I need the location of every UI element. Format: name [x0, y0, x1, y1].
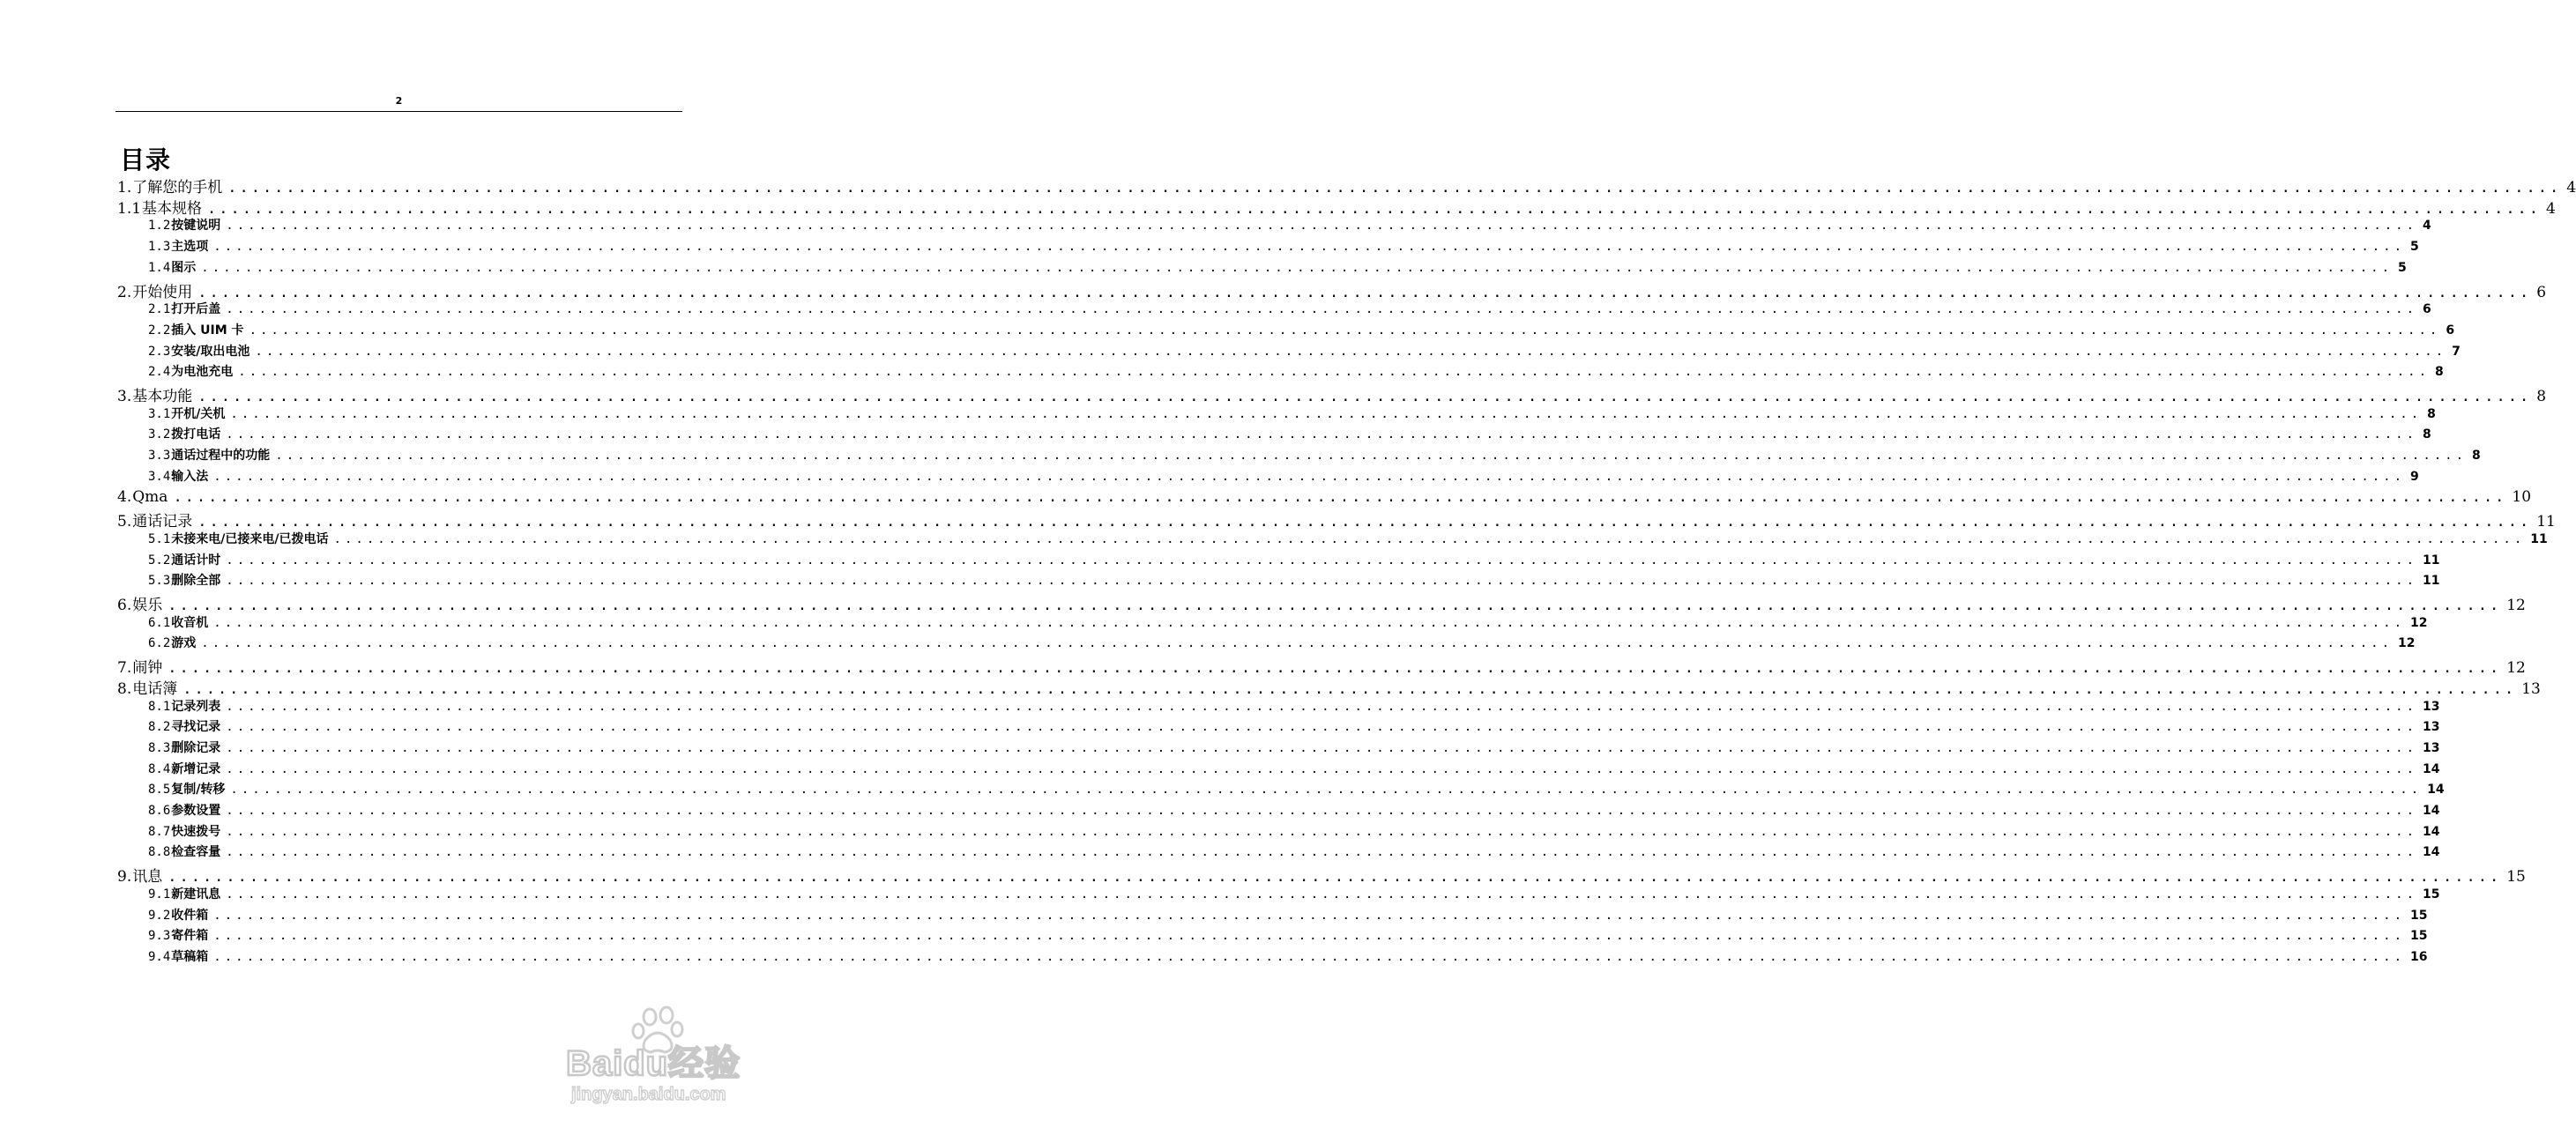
toc-entry-number: 5.3 — [148, 574, 171, 589]
toc-section[interactable] — [148, 404, 2436, 424]
toc-chapter[interactable] — [117, 864, 2526, 887]
toc-entry-number: 2.4 — [148, 365, 171, 380]
toc-entry-number: 8.8 — [148, 845, 171, 860]
toc-dot-leader: ........................................................................................................................................................................................................ — [213, 240, 2406, 255]
toc-section[interactable] — [148, 551, 2440, 570]
toc-dot-leader: ........................................................................................................................................................................................................ — [168, 659, 2502, 678]
page-number: 2 — [395, 95, 403, 107]
toc-entry-title: Qma — [132, 487, 168, 506]
toc-entry-title: 娱乐 — [132, 597, 163, 614]
toc-section[interactable] — [148, 760, 2440, 779]
toc-entry-title: 安装/取出电池 — [171, 344, 250, 359]
toc-dot-leader: ........................................................................................................................................................................................................ — [213, 908, 2406, 923]
toc-chapter[interactable] — [117, 592, 2526, 614]
toc-entry-title: 草稿箱 — [171, 949, 209, 964]
toc-title: 目录 — [120, 145, 172, 174]
toc-entry-title: 打开后盖 — [171, 302, 221, 317]
toc-entry-page: 14 — [2423, 845, 2440, 860]
toc-entry-number: 7. — [117, 659, 132, 678]
toc-section[interactable] — [148, 237, 2419, 256]
toc-entry-page: 4 — [2423, 219, 2431, 234]
toc-entry-title: 删除记录 — [171, 740, 221, 755]
toc-entry-number: 5.1 — [148, 531, 171, 546]
toc-entry-title: 检查容量 — [171, 845, 221, 860]
toc-chapter[interactable] — [117, 196, 2556, 218]
toc-entry-title: 寻找记录 — [171, 720, 221, 735]
toc-entry-title: 未接来电/已接来电/已拨电话 — [171, 531, 329, 546]
toc-entry-title: 寄件箱 — [171, 929, 209, 944]
toc-section[interactable] — [148, 947, 2428, 967]
header-rule — [115, 111, 682, 112]
toc-entry-title: 电话簿 — [132, 679, 178, 698]
toc-entry-title: 通话过程中的功能 — [171, 449, 271, 464]
toc-dot-leader: ........................................................................................................................................................................................................ — [238, 365, 2431, 380]
toc-entry-page: 8 — [2536, 388, 2547, 405]
toc-entry-number: 8.2 — [148, 720, 171, 735]
toc-section[interactable] — [148, 634, 2416, 653]
toc-entry-number: 9.4 — [148, 949, 171, 964]
toc-entry-number: 8.4 — [148, 761, 171, 776]
toc-entry-title: 删除全部 — [171, 574, 221, 589]
toc-chapter[interactable] — [117, 383, 2547, 405]
toc-entry-page: 9 — [2410, 469, 2419, 484]
toc-entry-page: 15 — [2423, 887, 2440, 902]
toc-entry-title: 闹钟 — [132, 659, 163, 678]
toc-entry-title: 拨打电话 — [171, 427, 221, 442]
toc-entry-page: 6 — [2446, 323, 2455, 338]
toc-entry-number: 2.1 — [148, 302, 171, 317]
toc-section[interactable] — [148, 842, 2440, 862]
baidu-jingyan-watermark — [564, 1005, 754, 1110]
toc-dot-leader: ........................................................................................................................................................................................................ — [226, 574, 2418, 589]
toc-entry-title: 开始使用 — [132, 283, 193, 301]
toc-dot-leader: ........................................................................................................................................................................................................ — [226, 427, 2418, 442]
toc-dot-leader: ........................................................................................................................................................................................................ — [226, 553, 2418, 568]
toc-entry-number: 3.3 — [148, 449, 171, 464]
toc-entry-number: 2. — [117, 283, 132, 301]
toc-section[interactable] — [148, 216, 2431, 235]
toc-entry-number: 8. — [117, 679, 132, 698]
toc-entry-title: 讯息 — [132, 868, 163, 887]
toc-entry-title: 快速拨号 — [171, 824, 221, 839]
toc-dot-leader: ........................................................................................................................................................................................................ — [227, 179, 2562, 197]
toc-entry-title: 为电池充电 — [171, 365, 234, 380]
toc-dot-leader: ........................................................................................................................................................................................................ — [168, 868, 2502, 887]
toc-section[interactable] — [148, 717, 2440, 737]
toc-entry-page: 13 — [2423, 699, 2440, 714]
toc-entry-number: 5.2 — [148, 553, 171, 568]
toc-entry-title: 按键说明 — [171, 219, 221, 234]
toc-dot-leader: ........................................................................................................................................................................................................ — [226, 699, 2418, 714]
toc-dot-leader: ........................................................................................................................................................................................................ — [201, 636, 2394, 651]
toc-entry-page: 15 — [2410, 929, 2428, 944]
toc-entry-title: 输入法 — [171, 469, 209, 484]
watermark-brand: Baidu经验 — [566, 1044, 741, 1083]
toc-dot-leader: ........................................................................................................................................................................................................ — [201, 260, 2394, 275]
toc-entry-title: 图示 — [171, 260, 197, 275]
toc-entry-page: 11 — [2530, 531, 2548, 546]
toc-entry-page: 6 — [2423, 302, 2431, 317]
toc-dot-leader: ........................................................................................................................................................................................................ — [213, 949, 2406, 964]
toc-entry-number: 3.1 — [148, 406, 171, 421]
toc-chapter[interactable] — [117, 174, 2576, 197]
toc-entry-page: 12 — [2410, 615, 2428, 630]
toc-dot-leader: ........................................................................................................................................................................................................ — [255, 344, 2447, 359]
toc-entry-page: 14 — [2427, 783, 2445, 798]
toc-entry-page: 11 — [2536, 513, 2556, 531]
toc-chapter[interactable] — [117, 655, 2526, 678]
toc-entry-page: 11 — [2423, 574, 2440, 589]
toc-dot-leader: ........................................................................................................................................................................................................ — [226, 824, 2418, 839]
toc-entry-page: 11 — [2423, 553, 2440, 568]
toc-section[interactable] — [148, 342, 2461, 361]
toc-entry-number: 3. — [117, 388, 132, 405]
toc-entry-number: 1.1 — [117, 199, 142, 218]
toc-dot-leader: ........................................................................................................................................................................................................ — [249, 323, 2441, 338]
toc-entry-number: 6.2 — [148, 636, 171, 651]
toc-dot-leader: ........................................................................................................................................................................................................ — [168, 597, 2502, 614]
toc-section[interactable] — [148, 801, 2440, 820]
toc-entry-number: 9. — [117, 868, 132, 887]
toc-dot-leader: ........................................................................................................................................................................................................ — [226, 302, 2418, 317]
toc-entry-number: 2.2 — [148, 323, 171, 338]
toc-dot-leader: ........................................................................................................................................................................................................ — [197, 283, 2532, 301]
toc-section[interactable] — [148, 738, 2440, 758]
toc-entry-number: 1.3 — [148, 240, 171, 255]
toc-dot-leader: ........................................................................................................................................................................................................ — [230, 783, 2423, 798]
toc-section[interactable] — [148, 321, 2455, 340]
toc-section[interactable] — [148, 571, 2440, 590]
toc-dot-leader: ........................................................................................................................................................................................................ — [226, 761, 2418, 776]
toc-section[interactable] — [148, 425, 2431, 444]
toc-section[interactable] — [148, 467, 2419, 486]
toc-section[interactable] — [148, 822, 2440, 842]
toc-entry-title: 开机/关机 — [171, 406, 226, 421]
toc-chapter[interactable] — [117, 487, 2532, 509]
toc-section[interactable] — [148, 780, 2445, 799]
toc-section[interactable] — [148, 885, 2440, 904]
toc-entry-title: 游戏 — [171, 636, 197, 651]
toc-entry-number: 8.6 — [148, 804, 171, 818]
toc-entry-page: 14 — [2423, 824, 2440, 839]
toc-entry-page: 7 — [2452, 344, 2461, 359]
toc-dot-leader: ........................................................................................................................................................................................................ — [230, 406, 2423, 421]
toc-section[interactable] — [148, 926, 2428, 946]
toc-dot-leader: ........................................................................................................................................................................................................ — [213, 469, 2406, 484]
toc-entry-number: 9.2 — [148, 908, 171, 923]
toc-entry-title: 了解您的手机 — [132, 179, 223, 197]
toc-entry-number: 3.4 — [148, 469, 171, 484]
toc-entry-number: 4. — [117, 487, 132, 506]
toc-entry-number: 6. — [117, 597, 132, 614]
toc-section[interactable] — [148, 258, 2407, 278]
toc-entry-page: 14 — [2423, 761, 2440, 776]
toc-entry-page: 6 — [2536, 283, 2547, 301]
toc-entry-title: 主选项 — [171, 240, 209, 255]
toc-entry-number: 1.4 — [148, 260, 171, 275]
toc-entry-number: 1. — [117, 179, 132, 197]
toc-entry-page: 13 — [2521, 679, 2541, 698]
toc-entry-page: 12 — [2506, 597, 2526, 614]
toc-section[interactable] — [148, 530, 2548, 549]
toc-entry-title: 通话记录 — [132, 513, 193, 531]
toc-entry-number: 1.2 — [148, 219, 171, 234]
toc-entry-page: 8 — [2472, 449, 2481, 464]
toc-entry-title: 复制/转移 — [171, 783, 226, 798]
toc-entry-number: 6.1 — [148, 615, 171, 630]
toc-entry-page: 16 — [2410, 949, 2428, 964]
toc-entry-page: 8 — [2423, 427, 2431, 442]
toc-entry-number: 9.1 — [148, 887, 171, 902]
toc-section[interactable] — [148, 446, 2481, 465]
toc-section[interactable] — [148, 362, 2444, 382]
toc-dot-leader: ........................................................................................................................................................................................................ — [226, 740, 2418, 755]
toc-entry-page: 8 — [2427, 406, 2436, 421]
toc-entry-number: 8.7 — [148, 824, 171, 839]
toc-entry-page: 5 — [2398, 260, 2407, 275]
toc-dot-leader: ........................................................................................................................................................................................................ — [197, 513, 2532, 531]
toc-entry-title: 新建讯息 — [171, 887, 221, 902]
toc-entry-title: 收件箱 — [171, 908, 209, 923]
toc-dot-leader: ........................................................................................................................................................................................................ — [226, 845, 2418, 860]
toc-section[interactable] — [148, 697, 2440, 716]
toc-entry-number: 3.2 — [148, 427, 171, 442]
toc-entry-number: 8.1 — [148, 699, 171, 714]
toc-entry-page: 15 — [2506, 868, 2526, 887]
toc-entry-title: 新增记录 — [171, 761, 221, 776]
toc-dot-leader: ........................................................................................................................................................................................................ — [207, 199, 2542, 218]
toc-entry-number: 2.3 — [148, 344, 171, 359]
toc-entry-title: 参数设置 — [171, 804, 221, 818]
toc-entry-number: 5. — [117, 513, 132, 531]
toc-chapter[interactable] — [117, 508, 2556, 531]
toc-dot-leader: ........................................................................................................................................................................................................ — [213, 615, 2406, 630]
toc-section[interactable] — [148, 906, 2428, 925]
toc-dot-leader: ........................................................................................................................................................................................................ — [213, 929, 2406, 944]
toc-dot-leader: ........................................................................................................................................................................................................ — [333, 531, 2526, 546]
toc-section[interactable] — [148, 613, 2428, 633]
toc-chapter[interactable] — [117, 279, 2547, 301]
toc-dot-leader: ........................................................................................................................................................................................................ — [226, 804, 2418, 818]
toc-entry-title: 通话计时 — [171, 553, 221, 568]
toc-entry-number: 8.3 — [148, 740, 171, 755]
toc-entry-title: 收音机 — [171, 615, 209, 630]
toc-chapter[interactable] — [117, 676, 2541, 698]
toc-entry-page: 12 — [2506, 659, 2526, 678]
toc-entry-page: 15 — [2410, 908, 2428, 923]
toc-dot-leader: ........................................................................................................................................................................................................ — [226, 219, 2418, 234]
toc-entry-page: 12 — [2398, 636, 2416, 651]
toc-dot-leader: ........................................................................................................................................................................................................ — [182, 679, 2517, 698]
toc-entry-page: 14 — [2423, 804, 2440, 818]
toc-entry-title: 插入 UIM 卡 — [171, 323, 244, 338]
toc-entry-title: 基本功能 — [132, 388, 193, 405]
toc-entry-page: 10 — [2512, 487, 2532, 506]
toc-entry-number: 8.5 — [148, 783, 171, 798]
toc-entry-page: 13 — [2423, 720, 2440, 735]
toc-entry-page: 5 — [2410, 240, 2419, 255]
toc-dot-leader: ........................................................................................................................................................................................................ — [226, 887, 2418, 902]
toc-dot-leader: ........................................................................................................................................................................................................ — [275, 449, 2468, 464]
toc-entry-title: 记录列表 — [171, 699, 221, 714]
watermark-url: jingyan.baidu.com — [571, 1085, 726, 1104]
toc-entry-title: 基本规格 — [142, 199, 203, 218]
toc-dot-leader: ........................................................................................................................................................................................................ — [173, 487, 2507, 506]
toc-entry-number: 9.3 — [148, 929, 171, 944]
toc-section[interactable] — [148, 300, 2431, 319]
toc-entry-page: 4 — [2566, 179, 2576, 197]
toc-entry-page: 4 — [2546, 199, 2556, 218]
toc-dot-leader: ........................................................................................................................................................................................................ — [226, 720, 2418, 735]
toc-entry-page: 8 — [2435, 365, 2444, 380]
toc-entry-page: 13 — [2423, 740, 2440, 755]
toc-dot-leader: ........................................................................................................................................................................................................ — [197, 388, 2532, 405]
